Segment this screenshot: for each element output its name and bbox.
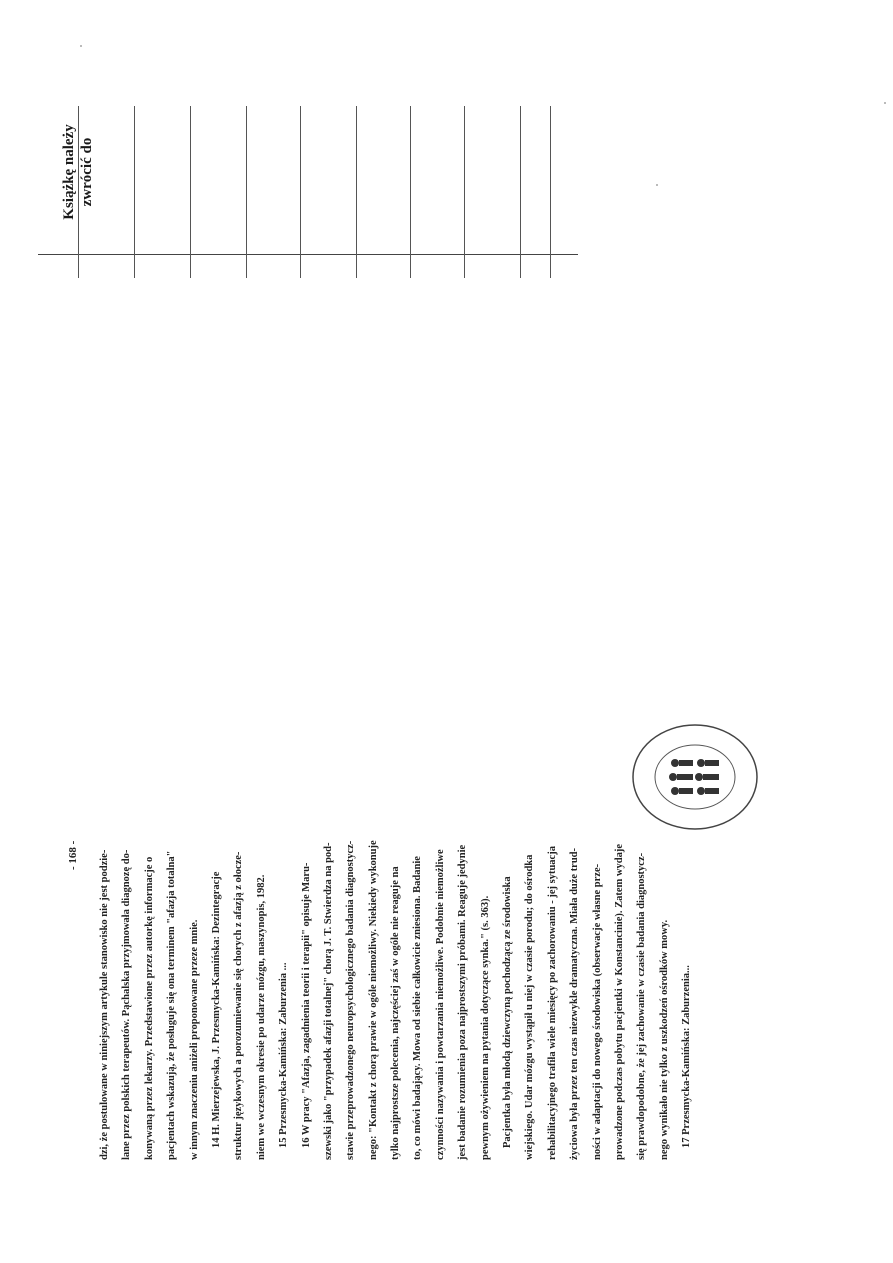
text-line: niem we wczesnym okresie po udarze mózgu, maszynopis, 1982.	[255, 874, 267, 1160]
slip-column-line	[78, 106, 79, 278]
slip-column-line	[356, 106, 357, 278]
slip-column-line	[246, 106, 247, 278]
slip-column-line	[410, 106, 411, 278]
typed-page	[67, 600, 699, 1160]
text-line: ności w adaptacji do nowego środowiska (obserwacje własne prze-	[591, 863, 603, 1160]
text-line: życiowa była przez ten czas niezwykle dramatyczna. Miała duże trud-	[569, 847, 581, 1160]
scan-speck	[656, 184, 658, 186]
slip-title-line-2: zwrócić do	[79, 137, 95, 207]
scan-speck	[884, 102, 886, 104]
slip-column-line	[190, 106, 191, 278]
text-line: tylko najprostsze polecenia, najczęściej zaś w ogóle nie reaguje na	[390, 866, 402, 1160]
text-line: pacjentach wskazują, że posługuje się ona terminem "afazja totalna"	[166, 850, 178, 1160]
text-line: pewnym ożywieniem na pytania dotyczące synka." (s. 363).	[479, 895, 491, 1160]
slip-column-line	[134, 106, 135, 278]
text-line: się prawdopodobne, że jej zachowanie w czasie badania diagnostycz-	[636, 852, 648, 1160]
text-line: jest badanie rozumienia poza najprostszymi próbami. Reaguje jedynie	[457, 844, 469, 1160]
text-line: lane przez polskich terapeutów. Pąchalska przyjmowała diagnozę do-	[121, 849, 133, 1160]
slip-column-line	[464, 106, 465, 278]
return-date-slip	[38, 96, 578, 286]
text-line: konywaną przez lekarzy. Przedstawione przez autorkę informacje o	[143, 856, 155, 1160]
text-line: prowadzone podczas pobytu pacjentki w Konstancinie). Zatem wydaje	[613, 844, 625, 1160]
slip-title-line-1: Książkę należy	[61, 124, 77, 220]
paragraph-start: Pacjentka była młodą dziewczyną pochodzącą ze środowiska	[502, 876, 514, 1148]
text-line: rehabilitacyjnego trafiła wiele miesięcy po zachorowaniu - jej sytuacja	[546, 846, 558, 1160]
footnote-14: 14 H. Mierzejewska, J. Przesmycka-Kamińska: Dezintegracje	[210, 871, 222, 1148]
text-line: to, co mówi badający. Mowa od siebie całkowicie zniesiona. Badanie	[412, 856, 424, 1160]
slip-column-line	[550, 106, 551, 278]
text-line: nego wynikało nie tylko z uszkodzeń ośrodków mowy.	[658, 919, 670, 1160]
stamp-seal-icon	[625, 718, 765, 836]
text-line: struktur językowych a porozumiewanie się chorych z afazją z ołocze-	[233, 851, 245, 1160]
scan-speck	[80, 45, 82, 47]
text-line: dzi, że postulowane w niniejszym artykule stanowisko nie jest podzie-	[99, 849, 110, 1160]
footnote-16: 16 W pracy "Afazja, zagadnienia teorii i terapii" opisuje Maru-	[300, 862, 312, 1148]
slip-column-line	[520, 106, 521, 278]
text-line: w innym znaczeniu aniżeli proponowane przeze mnie.	[188, 919, 200, 1160]
text-line: nego: "Kontakt z chorą prawie w ogóle niemożliwy. Niekiedy wykonuje	[367, 840, 379, 1160]
text-line: czynności nazywania i powtarzania niemożliwe. Podobnie niemożliwe	[434, 849, 446, 1160]
text-line: wiejskiego. Udar mózgu wystąpił u niej w czasie porodu; do ośrodka	[524, 854, 536, 1160]
slip-title	[60, 72, 120, 272]
text-line: stawie przeprowadzonego neuropsychologicznego badania diagnostycz-	[345, 840, 357, 1160]
slip-column-line	[300, 106, 301, 278]
page-number: - 168 -	[67, 840, 79, 870]
footnote-17: 17 Przesmycka-Kamińska: Zaburzenia...	[681, 965, 693, 1148]
slip-border	[38, 254, 578, 255]
footnote-15: 15 Przesmycka-Kamińska: Zaburzenia ...	[278, 962, 290, 1148]
text-line: szewski jako "przypadek afazji totalnej" chorą J. T. Stwierdza na pod-	[322, 842, 334, 1160]
library-stamp	[625, 718, 765, 836]
